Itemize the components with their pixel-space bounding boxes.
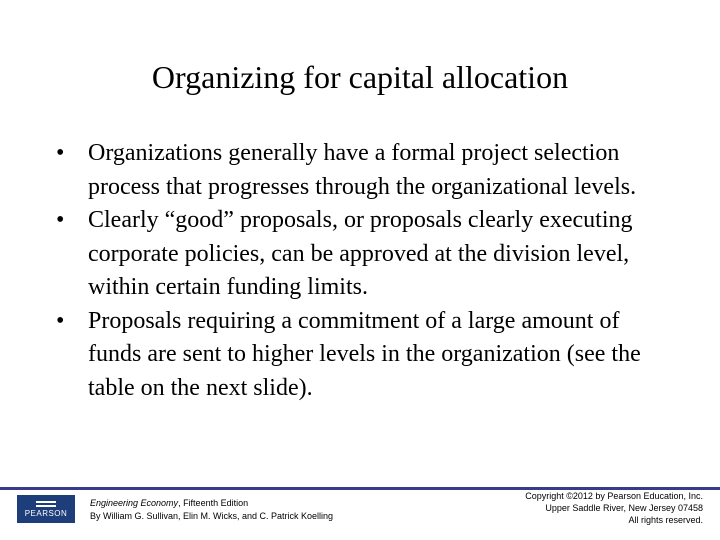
bullet-text: Organizations generally have a formal project selection process that progresses through the organizational levels. [88, 140, 637, 200]
bullet-list [56, 137, 656, 405]
bullet-text: Clearly “good” proposals, or proposals clearly executing corporate policies, can be approved at the division level, within certain funding limits. [88, 207, 633, 300]
logo-text: PEARSON [24, 508, 68, 518]
logo-mark-icon [36, 501, 56, 507]
book-edition: , Fifteenth Edition [178, 498, 249, 508]
slide-title: Organizing for capital allocation [151, 59, 569, 95]
copyright-line-1: Copyright ©2012 by Pearson Education, Inc. [525, 491, 703, 501]
book-title: Engineering Economy [90, 498, 179, 508]
pearson-logo [17, 495, 75, 523]
book-authors: By William G. Sullivan, Elin M. Wicks, and C. Patrick Koelling [90, 511, 334, 521]
bullet-dot-icon: • [56, 207, 65, 233]
bullet-item-1 [56, 137, 656, 204]
bullet-item-3 [56, 305, 656, 406]
bullet-item-2 [56, 204, 656, 305]
copyright-line-2: Upper Saddle River, New Jersey 07458 [545, 503, 703, 513]
copyright-line-3: All rights reserved. [628, 515, 703, 525]
bullet-dot-icon: • [56, 307, 65, 334]
book-info [90, 497, 333, 523]
bullet-dot-icon: • [56, 140, 65, 166]
bullet-text: Proposals requiring a commitment of a large amount of funds are sent to higher levels in the organization (see the table on the next slide). [88, 307, 641, 401]
book-title-line [90, 497, 333, 510]
copyright-notice [525, 490, 703, 526]
